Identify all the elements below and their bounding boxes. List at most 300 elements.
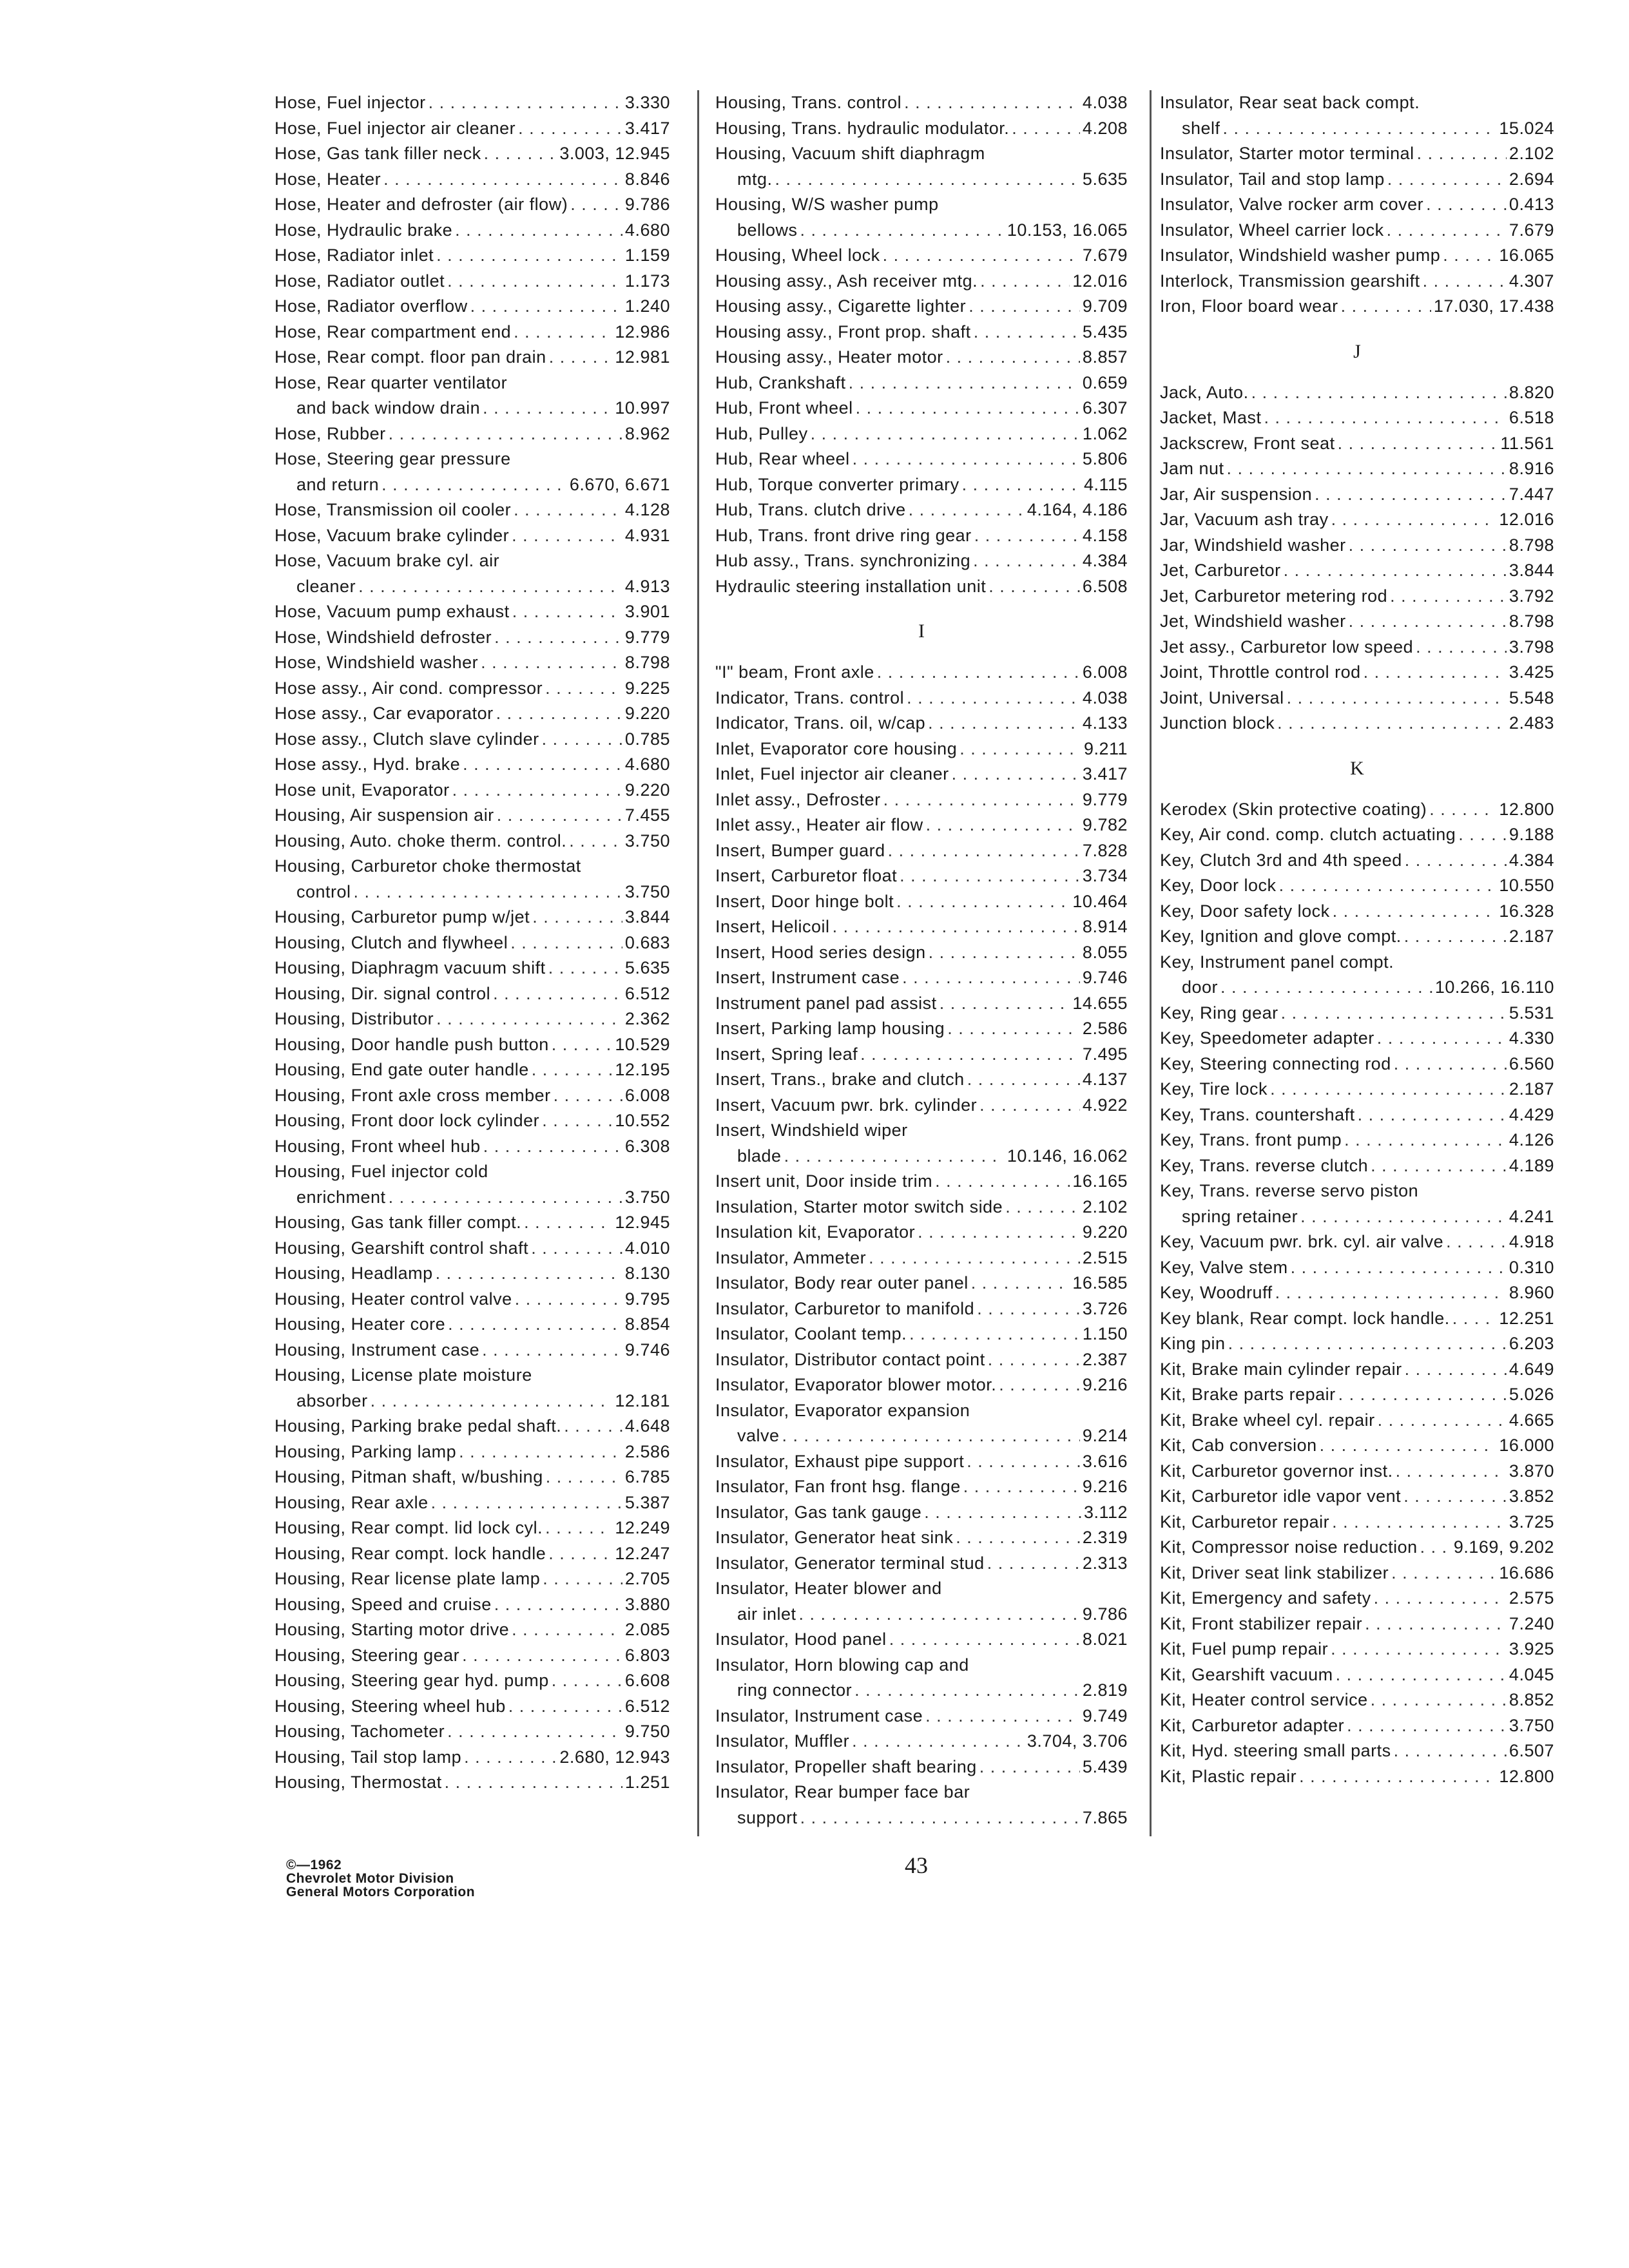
entry-reference-number: 3.852 <box>1509 1486 1554 1506</box>
index-entry <box>715 1296 1128 1322</box>
index-entry <box>1160 1229 1554 1255</box>
entry-term: Hub, Front wheel <box>715 398 853 418</box>
entry-term: Insulator, Distributor contact point <box>715 1349 985 1369</box>
dot-leader <box>852 1729 1025 1754</box>
dot-leader <box>545 676 622 702</box>
entry-term: Jar, Air suspension <box>1160 484 1313 504</box>
index-entry <box>1160 848 1554 874</box>
index-entry <box>1160 269 1554 294</box>
dot-leader <box>900 863 1080 889</box>
index-entry <box>1160 1408 1554 1434</box>
dot-leader <box>1227 456 1507 482</box>
entry-reference-number: 10.997 <box>615 398 670 418</box>
index-entry <box>715 90 1128 116</box>
dot-leader <box>436 243 622 269</box>
index-entry <box>275 243 670 269</box>
entry-reference-number: 10.550 <box>1499 876 1554 895</box>
entry-reference-number: 3.901 <box>624 602 670 621</box>
entry-reference-number: 10.266, 16.110 <box>1434 977 1554 997</box>
entry-term: Jet, Windshield washer <box>1160 611 1346 631</box>
entry-term: support <box>737 1807 798 1827</box>
entry-term: Housing, End gate outer handle <box>275 1060 529 1079</box>
index-entry <box>715 914 1128 940</box>
entry-term: Housing assy., Ash receiver mtg. <box>715 271 978 291</box>
dot-leader <box>570 192 622 218</box>
dot-leader <box>1281 1001 1507 1026</box>
index-entry <box>1160 558 1554 584</box>
dot-leader <box>1005 1195 1080 1220</box>
entry-reference-number: 16.000 <box>1499 1436 1554 1455</box>
index-entry <box>275 1312 670 1338</box>
entry-term: and return <box>296 474 380 494</box>
entry-term: Key, Speedometer adapter <box>1160 1028 1374 1048</box>
entry-reference-number: 3.725 <box>1509 1512 1554 1532</box>
entry-reference-number: 4.648 <box>624 1416 670 1436</box>
dot-leader <box>1349 533 1507 559</box>
index-entry <box>1160 1077 1554 1102</box>
entry-reference-number: 6.518 <box>1509 408 1554 427</box>
dot-leader <box>448 1312 622 1338</box>
dot-leader <box>371 1389 613 1414</box>
dot-leader <box>548 956 622 981</box>
entry-term: Hose, Windshield washer <box>275 653 479 672</box>
entry-reference-number: 2.586 <box>624 1441 670 1461</box>
index-entry <box>1160 609 1554 635</box>
index-entry <box>715 370 1128 396</box>
dot-leader <box>481 650 622 676</box>
entry-reference-number: 4.429 <box>1509 1104 1554 1124</box>
dot-leader <box>925 1704 1080 1729</box>
index-entry <box>1160 456 1554 482</box>
entry-term: Insulator, Exhaust pipe support <box>715 1451 965 1471</box>
dot-leader <box>918 1220 1080 1245</box>
dot-leader <box>1300 1204 1507 1230</box>
entry-reference-number: 2.319 <box>1082 1528 1128 1547</box>
entry-reference-number: 4.010 <box>624 1238 670 1258</box>
index-entry <box>715 1500 1128 1526</box>
index-entry <box>275 574 670 600</box>
entry-reference-number: 7.679 <box>1082 245 1128 265</box>
entry-reference-number: 2.085 <box>624 1620 670 1639</box>
dot-leader <box>452 778 622 803</box>
index-entry <box>715 787 1128 813</box>
dot-leader <box>902 965 1080 991</box>
index-entry <box>1160 192 1554 218</box>
index-entry <box>1160 924 1554 950</box>
section-letter-heading: I <box>918 620 925 642</box>
entry-term: Key, Trans. countershaft <box>1160 1104 1355 1124</box>
dot-leader <box>515 1287 622 1312</box>
entry-term: King pin <box>1160 1334 1226 1353</box>
dot-leader <box>967 1449 1080 1475</box>
entry-term: Housing, Auto. choke therm. control. <box>275 831 567 850</box>
index-entry <box>715 447 1128 472</box>
entry-term: Jam nut <box>1160 459 1224 478</box>
entry-reference-number: 9.779 <box>624 627 670 647</box>
entry-reference-number: 2.102 <box>1509 144 1554 163</box>
entry-term: Jar, Vacuum ash tray <box>1160 510 1329 529</box>
entry-reference-number: 9.786 <box>1082 1604 1128 1624</box>
index-entry <box>275 1541 670 1567</box>
entry-term: Hydraulic steering installation unit <box>715 576 987 596</box>
index-entry <box>275 803 670 829</box>
entry-term: Hose, Transmission oil cooler <box>275 500 512 519</box>
dot-leader <box>1443 243 1496 269</box>
dot-leader <box>940 991 1070 1017</box>
entry-reference-number: 8.916 <box>1509 459 1554 478</box>
entry-reference-number: 0.310 <box>1509 1257 1554 1277</box>
entry-reference-number: 9.216 <box>1082 1477 1128 1496</box>
entry-term: Insulation, Starter motor switch side <box>715 1196 1003 1216</box>
dot-leader <box>971 1271 1070 1296</box>
entry-term: Hose, Radiator overflow <box>275 296 468 316</box>
entry-reference-number: 6.670, 6.671 <box>569 474 670 494</box>
entry-reference-number: 10.529 <box>615 1034 670 1054</box>
entry-reference-number: 4.115 <box>1083 474 1128 494</box>
entry-term: Inlet, Evaporator core housing <box>715 738 958 758</box>
dot-leader <box>1299 1764 1496 1790</box>
entry-reference-number: 3.112 <box>1083 1502 1128 1522</box>
dot-leader <box>1279 873 1497 899</box>
entry-reference-number: 9.225 <box>624 678 670 698</box>
entry-term: Key, Trans. reverse servo piston <box>1160 1181 1419 1200</box>
entry-term: Insert, Helicoil <box>715 917 830 936</box>
dot-leader <box>1423 269 1507 294</box>
dot-leader <box>1396 1459 1507 1485</box>
entry-reference-number: 8.857 <box>1082 347 1128 367</box>
entry-term: Housing, Carburetor choke thermostat <box>275 856 581 876</box>
dot-leader <box>926 812 1080 838</box>
entry-term: Housing, Air suspension air <box>275 805 494 825</box>
entry-term: Insulator, Windshield washer pump <box>1160 245 1441 265</box>
entry-reference-number: 8.798 <box>1509 535 1554 555</box>
index-entry <box>275 1770 670 1796</box>
index-entry <box>275 1236 670 1262</box>
index-entry <box>275 599 670 625</box>
dot-leader <box>1223 116 1497 142</box>
index-entry <box>1160 1433 1554 1459</box>
dot-leader <box>496 701 622 727</box>
index-entry <box>275 1490 670 1516</box>
entry-term: control <box>296 881 351 901</box>
entry-reference-number: 7.447 <box>1509 484 1554 504</box>
dot-leader <box>494 1592 622 1618</box>
dot-leader <box>974 320 1080 345</box>
entry-term: Key, Trans. reverse clutch <box>1160 1155 1369 1175</box>
entry-reference-number: 5.026 <box>1509 1385 1554 1404</box>
entry-term: Kit, Driver seat link stabilizer <box>1160 1562 1389 1582</box>
entry-reference-number: 3.750 <box>624 1187 670 1207</box>
entry-reference-number: 8.960 <box>1509 1283 1554 1302</box>
page-number: 43 <box>905 1852 928 1878</box>
index-entry <box>715 1627 1128 1653</box>
index-entry <box>275 167 670 193</box>
entry-term: Insulator, Evaporator blower motor. <box>715 1375 997 1394</box>
entry-term: Insulator, Instrument case <box>715 1706 923 1725</box>
entry-term: Housing, Tail stop lamp <box>275 1747 462 1767</box>
dot-leader <box>1371 1687 1507 1713</box>
dot-leader <box>987 1551 1080 1577</box>
entry-reference-number: 4.208 <box>1082 118 1128 138</box>
index-entry <box>715 1016 1128 1042</box>
entry-term: Hose, Rubber <box>275 423 386 443</box>
entry-term: door <box>1182 977 1219 997</box>
dot-leader <box>853 447 1080 472</box>
entry-term: Key, Woodruff <box>1160 1283 1273 1302</box>
entry-term: Housing, Rear axle <box>275 1492 429 1512</box>
dot-leader <box>1264 405 1507 431</box>
entry-term: Insulator, Generator terminal stud <box>715 1553 985 1573</box>
entry-term: Insulator, Carburetor to manifold <box>715 1298 975 1318</box>
index-entry <box>1160 899 1554 925</box>
dot-leader <box>909 497 1025 523</box>
dot-leader <box>1404 924 1507 950</box>
dot-leader <box>967 1067 1080 1093</box>
dot-leader <box>518 116 622 142</box>
entry-reference-number: 3.003, 12.945 <box>559 144 670 163</box>
index-entry <box>715 1653 1128 1678</box>
entry-term: Hub, Pulley <box>715 423 808 443</box>
index-entry <box>1160 1484 1554 1510</box>
index-entry <box>1160 711 1554 736</box>
index-entry <box>275 829 670 854</box>
entry-reference-number: 4.913 <box>624 576 670 596</box>
dot-leader <box>999 1372 1080 1398</box>
entry-reference-number: 4.330 <box>1509 1028 1554 1048</box>
entry-term: Kit, Fuel pump repair <box>1160 1639 1329 1658</box>
entry-term: Jet, Carburetor metering rod <box>1160 586 1388 606</box>
entry-reference-number: 7.679 <box>1509 220 1554 240</box>
entry-term: Hose, Heater and defroster (air flow) <box>275 195 568 214</box>
dot-leader <box>542 727 622 753</box>
entry-term: Hose, Steering gear pressure <box>275 449 511 468</box>
index-entry <box>275 625 670 651</box>
entry-term: blade <box>737 1146 782 1166</box>
index-entry <box>1160 1535 1554 1561</box>
index-entry <box>275 90 670 116</box>
dot-leader <box>988 1347 1080 1373</box>
entry-reference-number: 3.750 <box>624 831 670 850</box>
entry-reference-number: 2.694 <box>1509 169 1554 189</box>
entry-reference-number: 4.384 <box>1509 850 1554 870</box>
dot-leader <box>431 1490 622 1516</box>
dot-leader <box>546 1465 622 1490</box>
index-entry <box>1160 1510 1554 1535</box>
entry-term: Kit, Emergency and safety <box>1160 1588 1371 1608</box>
entry-reference-number: 7.455 <box>624 805 670 825</box>
dot-leader <box>548 1541 612 1567</box>
copyright-notice <box>286 1858 475 1899</box>
entry-term: Insert, Trans., brake and clutch <box>715 1070 965 1089</box>
entry-reference-number: 10.464 <box>1072 891 1128 911</box>
index-entry <box>275 345 670 370</box>
dot-leader <box>924 1500 1081 1526</box>
entry-reference-number: 6.608 <box>624 1671 670 1690</box>
dot-leader <box>1336 1662 1507 1688</box>
dot-leader <box>358 574 622 600</box>
index-entry <box>275 1032 670 1058</box>
entry-reference-number: 12.945 <box>615 1213 670 1232</box>
dot-leader <box>962 472 1081 498</box>
dot-leader <box>459 1439 622 1465</box>
dot-leader <box>947 1016 1080 1042</box>
entry-term: Key, Trans. front pump <box>1160 1130 1342 1149</box>
entry-term: Insulator, Ammeter <box>715 1247 867 1267</box>
entry-term: Insulator, Muffler <box>715 1731 850 1751</box>
index-entry <box>275 1185 670 1211</box>
entry-reference-number: 2.483 <box>1509 713 1554 733</box>
dot-leader <box>1391 1561 1496 1586</box>
index-entry <box>275 1057 670 1083</box>
index-entry <box>715 116 1128 142</box>
entry-reference-number: 4.918 <box>1509 1232 1554 1251</box>
dot-leader <box>552 1032 613 1058</box>
entry-reference-number: 6.203 <box>1509 1334 1554 1353</box>
index-entry <box>715 762 1128 787</box>
entry-reference-number: 9.746 <box>624 1340 670 1360</box>
index-entry <box>275 752 670 778</box>
entry-term: Housing, Door handle push button <box>275 1034 549 1054</box>
index-entry <box>275 192 670 218</box>
dot-leader <box>811 421 1080 447</box>
index-entry <box>1160 533 1554 559</box>
entry-reference-number: 4.680 <box>624 220 670 240</box>
entry-term: Indicator, Trans. oil, w/cap <box>715 713 926 733</box>
entry-term: Kit, Brake wheel cyl. repair <box>1160 1410 1375 1430</box>
index-entry <box>275 1592 670 1618</box>
dot-leader <box>1347 1713 1507 1739</box>
entry-term: Insert, Windshield wiper <box>715 1120 908 1140</box>
entry-term: Insulator, Fan front hsg. flange <box>715 1477 961 1496</box>
index-entry <box>275 1006 670 1032</box>
entry-term: Insulator, Rear seat back compt. <box>1160 93 1420 112</box>
dot-leader <box>493 981 622 1007</box>
dot-leader <box>1220 975 1432 1001</box>
index-column-2 <box>715 90 1128 1831</box>
index-entry <box>1160 1306 1554 1332</box>
index-entry <box>715 1144 1128 1169</box>
entry-reference-number: 8.854 <box>624 1314 670 1334</box>
entry-term: Iron, Floor board wear <box>1160 296 1338 316</box>
entry-reference-number: 2.102 <box>1082 1196 1128 1216</box>
entry-reference-number: 6.008 <box>1082 662 1128 682</box>
dot-leader <box>445 1770 622 1796</box>
entry-term: ring connector <box>737 1680 853 1700</box>
dot-leader <box>1452 1306 1497 1332</box>
index-entry <box>715 1398 1128 1424</box>
entry-term: Jackscrew, Front seat <box>1160 433 1335 453</box>
index-entry <box>1160 797 1554 823</box>
dot-leader <box>464 1745 557 1771</box>
entry-term: Kit, Plastic repair <box>1160 1766 1297 1786</box>
entry-reference-number: 4.384 <box>1082 551 1128 570</box>
index-entry <box>715 1042 1128 1068</box>
index-entry <box>715 1449 1128 1475</box>
index-entry <box>1160 1255 1554 1281</box>
entry-term: Hose, Gas tank filler neck <box>275 144 481 163</box>
entry-reference-number: 9.220 <box>624 704 670 723</box>
entry-term: Jar, Windshield washer <box>1160 535 1346 555</box>
dot-leader <box>470 294 622 320</box>
dot-leader <box>512 599 622 625</box>
index-entry <box>1160 1153 1554 1179</box>
index-entry <box>715 421 1128 447</box>
dot-leader <box>564 1414 622 1439</box>
index-entry <box>715 1423 1128 1449</box>
dot-leader <box>436 1006 622 1032</box>
entry-term: Housing, Pitman shaft, w/bushing <box>275 1467 543 1486</box>
entry-term: Hose, Hydraulic brake <box>275 220 453 240</box>
entry-term: Insulator, Generator heat sink <box>715 1528 954 1547</box>
index-entry <box>275 294 670 320</box>
entry-reference-number: 12.181 <box>615 1390 670 1410</box>
dot-leader <box>869 1245 1080 1271</box>
dot-leader <box>883 243 1080 269</box>
entry-reference-number: 4.133 <box>1082 713 1128 733</box>
entry-term: Kit, Hyd. steering small parts <box>1160 1741 1391 1760</box>
entry-reference-number: 3.798 <box>1509 637 1554 657</box>
index-entry <box>275 1617 670 1643</box>
entry-term: Joint, Universal <box>1160 687 1284 707</box>
index-entry <box>715 1195 1128 1220</box>
entry-reference-number: 10.153, 16.065 <box>1007 220 1128 240</box>
entry-reference-number: 12.981 <box>615 347 670 367</box>
entry-term: Housing, Thermostat <box>275 1773 442 1792</box>
index-entry <box>275 1668 670 1694</box>
index-entry <box>1160 1662 1554 1688</box>
index-entry <box>1160 431 1554 457</box>
entry-reference-number: 6.560 <box>1509 1053 1554 1073</box>
index-entry <box>715 523 1128 549</box>
index-entry <box>715 1118 1128 1144</box>
entry-term: Housing, Steering wheel hub <box>275 1696 506 1716</box>
entry-reference-number: 7.828 <box>1082 840 1128 860</box>
entry-term: Housing, Headlamp <box>275 1264 433 1283</box>
entry-reference-number: 8.962 <box>624 423 670 443</box>
entry-term: Kit, Front stabilizer repair <box>1160 1613 1363 1633</box>
index-entry <box>1160 975 1554 1001</box>
index-entry <box>715 1271 1128 1296</box>
index-entry <box>275 421 670 447</box>
dot-leader <box>1287 686 1507 711</box>
entry-reference-number: 2.313 <box>1082 1553 1128 1573</box>
dot-leader <box>1405 1357 1507 1383</box>
entry-reference-number: 8.055 <box>1082 942 1128 962</box>
entry-reference-number: 6.307 <box>1082 398 1128 418</box>
index-entry <box>715 1169 1128 1195</box>
dot-leader <box>552 1668 622 1694</box>
entry-term: Hose assy., Air cond. compressor <box>275 678 543 698</box>
dot-leader <box>800 1805 1080 1831</box>
entry-term: Hose, Radiator inlet <box>275 245 434 265</box>
index-entry <box>715 294 1128 320</box>
dot-leader <box>1458 822 1507 848</box>
index-entry <box>715 838 1128 864</box>
entry-term: Housing, Front axle cross member <box>275 1085 551 1105</box>
entry-reference-number: 1.173 <box>624 271 670 291</box>
dot-leader <box>483 1134 622 1160</box>
column-divider <box>1150 90 1152 1836</box>
dot-leader <box>381 472 567 498</box>
entry-term: spring retainer <box>1182 1206 1298 1226</box>
entry-reference-number: 3.425 <box>1509 662 1554 682</box>
entry-reference-number: 9.782 <box>1082 815 1128 834</box>
entry-term: Insulator, Propeller shaft bearing <box>715 1756 977 1776</box>
index-entry <box>715 1245 1128 1271</box>
entry-term: Hub, Torque converter primary <box>715 474 959 494</box>
entry-reference-number: 12.986 <box>615 322 670 341</box>
index-entry <box>275 1719 670 1745</box>
